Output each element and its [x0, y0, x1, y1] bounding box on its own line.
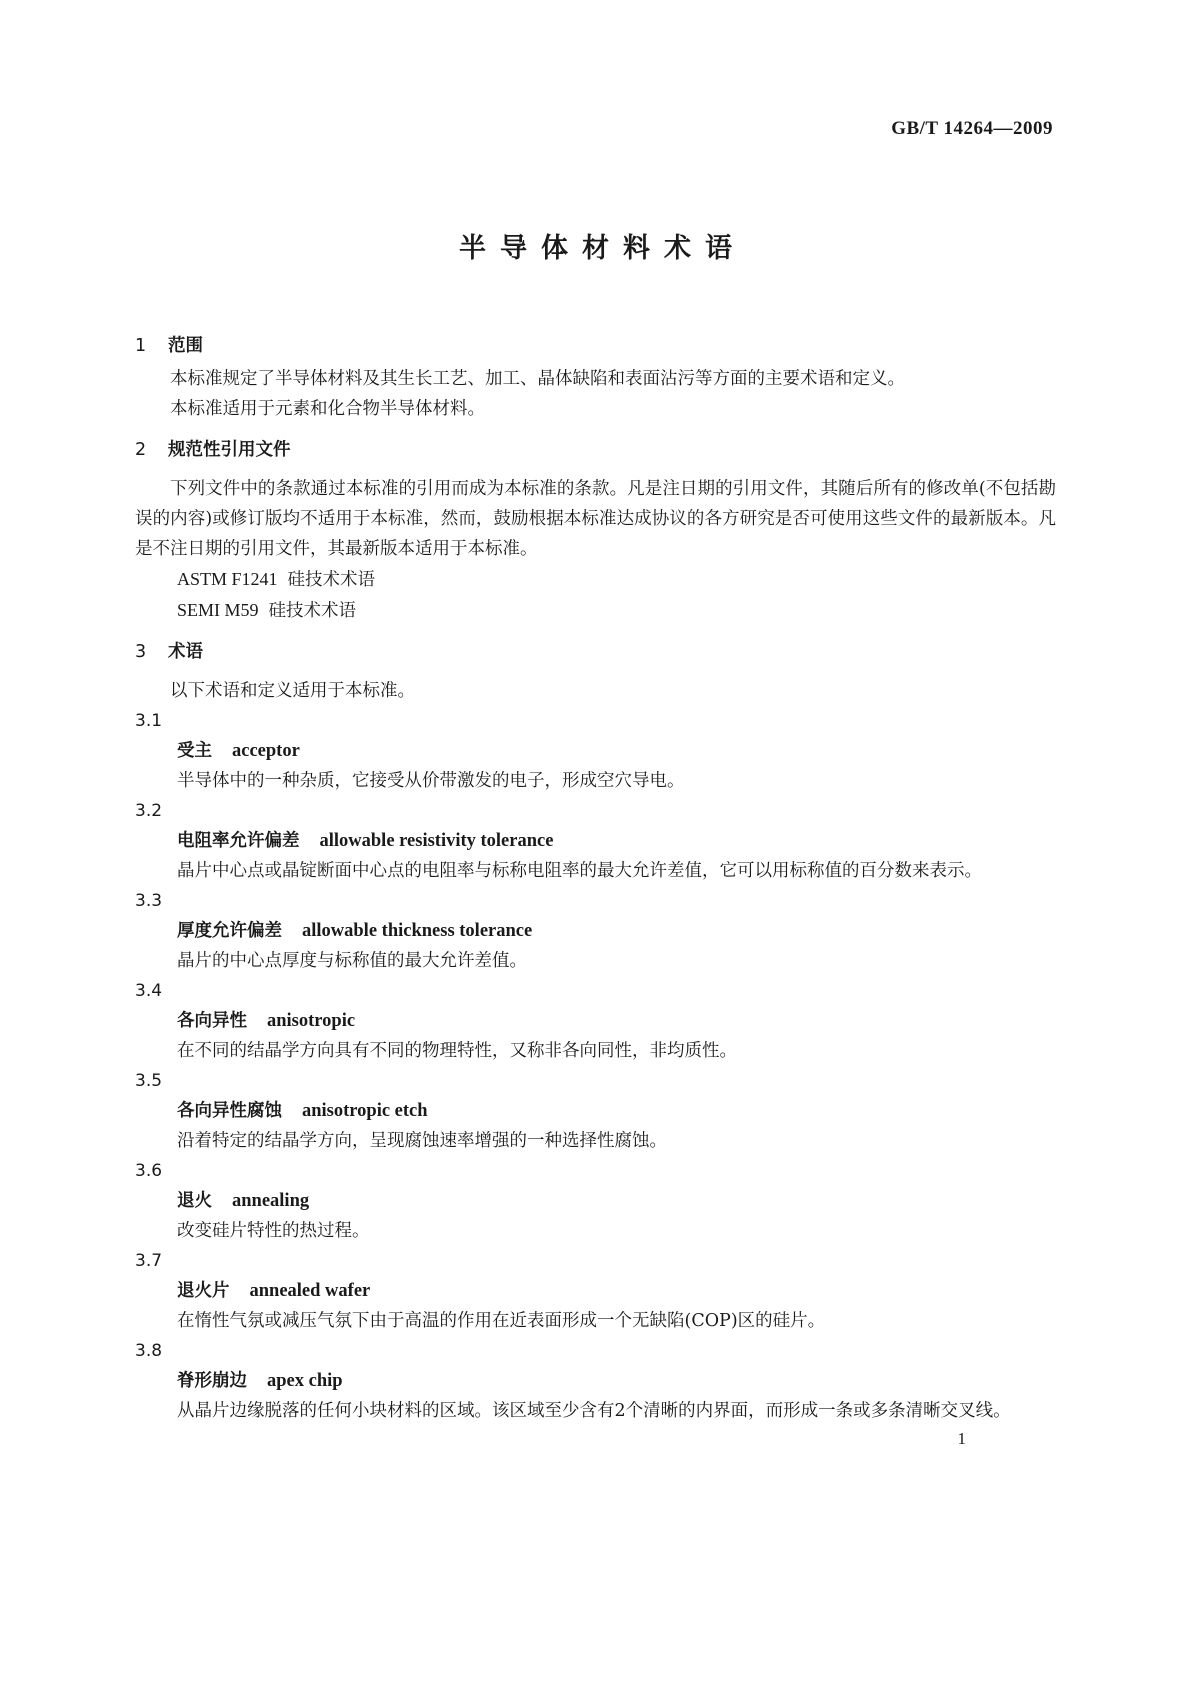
- term-name-cn: 退火: [177, 1191, 212, 1211]
- term-entry: [135, 1066, 1056, 1156]
- term-number: 3.7: [135, 1251, 163, 1271]
- section-title: 范围: [168, 336, 203, 356]
- term-name: [135, 736, 1056, 766]
- term-name-en: allowable resistivity tolerance: [319, 831, 554, 851]
- term-name: [135, 826, 1056, 856]
- term-name-en: anisotropic etch: [302, 1101, 428, 1121]
- term-name: [135, 1096, 1056, 1126]
- term-name-cn: 厚度允许偏差: [177, 921, 282, 941]
- term-definition: 在惰性气氛或减压气氛下由于高温的作用在近表面形成一个无缺陷(COP)区的硅片。: [177, 1311, 826, 1331]
- term-definition: 从晶片边缘脱落的任何小块材料的区域。该区域至少含有2个清晰的内界面，而形成一条或多条清晰交叉线。: [177, 1401, 1011, 1421]
- term-definition: 改变硅片特性的热过程。: [177, 1221, 370, 1241]
- term-name-en: acceptor: [232, 741, 300, 761]
- terms-intro: 以下术语和定义适用于本标准。: [170, 681, 415, 701]
- term-entry: [135, 706, 1056, 796]
- section-scope-heading: [135, 332, 1056, 360]
- term-entry: [135, 886, 1056, 976]
- reference-name: 硅技术术语: [268, 601, 357, 621]
- term-entry: [135, 796, 1056, 886]
- term-number: 3.5: [135, 1071, 163, 1091]
- term-entry: [135, 1246, 1056, 1336]
- term-name-cn: 各向异性: [177, 1011, 247, 1031]
- section-title: 术语: [168, 642, 203, 662]
- document-body: [135, 322, 1056, 1426]
- term-name-en: allowable thickness tolerance: [302, 921, 533, 941]
- term-name: [135, 1186, 1056, 1216]
- term-name: [135, 1276, 1056, 1306]
- term-definition: 在不同的结晶学方向具有不同的物理特性，又称非各向同性，非均质性。: [177, 1041, 737, 1061]
- section-normative-refs-heading: [135, 436, 1056, 464]
- document-title: 半导体材料术语: [459, 233, 746, 264]
- term-number: 3.1: [135, 711, 163, 731]
- term-definition: 沿着特定的结晶学方向，呈现腐蚀速率增强的一种选择性腐蚀。: [177, 1131, 667, 1151]
- reference-code: SEMI M59: [177, 600, 259, 620]
- term-name-en: annealed wafer: [249, 1281, 371, 1301]
- term-name-cn: 电阻率允许偏差: [177, 831, 300, 851]
- standard-code: GB/T 14264—2009: [891, 118, 1053, 139]
- term-name-cn: 受主: [177, 741, 212, 761]
- section-number: 1: [135, 336, 147, 356]
- term-name: [135, 1006, 1056, 1036]
- term-number: 3.4: [135, 981, 163, 1001]
- term-definition: 半导体中的一种杂质，它接受从价带激发的电子，形成空穴导电。: [177, 771, 685, 791]
- term-name-en: apex chip: [267, 1371, 343, 1391]
- scope-paragraph: 本标准适用于元素和化合物半导体材料。: [170, 399, 485, 419]
- reference-item: [135, 564, 1056, 595]
- term-number: 3.2: [135, 801, 163, 821]
- term-name-cn: 各向异性腐蚀: [177, 1101, 282, 1121]
- term-entry: [135, 976, 1056, 1066]
- term-definition: 晶片中心点或晶锭断面中心点的电阻率与标称电阻率的最大允许差值，它可以用标称值的百分数来表示。: [177, 861, 982, 881]
- reference-code: ASTM F1241: [177, 569, 278, 589]
- section-number: 2: [135, 440, 147, 460]
- section-terms-heading: [135, 638, 1056, 666]
- term-entry: [135, 1156, 1056, 1246]
- term-number: 3.6: [135, 1161, 163, 1181]
- term-name-en: annealing: [232, 1191, 310, 1211]
- reference-name: 硅技术术语: [287, 570, 376, 590]
- reference-item: [135, 595, 1056, 626]
- term-number: 3.8: [135, 1341, 163, 1361]
- scope-paragraph: 本标准规定了半导体材料及其生长工艺、加工、晶体缺陷和表面沾污等方面的主要术语和定义。: [170, 369, 905, 389]
- term-name-cn: 脊形崩边: [177, 1371, 247, 1391]
- term-entry: [135, 1336, 1056, 1426]
- term-name: [135, 1366, 1056, 1396]
- page-number: 1: [957, 1429, 966, 1448]
- section-title: 规范性引用文件: [168, 440, 291, 460]
- normative-refs-intro: 下列文件中的条款通过本标准的引用而成为本标准的条款。凡是注日期的引用文件，其随后所有的修改单(不包括勘误的内容)或修订版均不适用于本标准，然而，鼓励根据本标准达成协议的各方研究是否可使用这些文件的最新版本。凡是不注日期的引用文件，其最新版本适用于本标准。: [135, 479, 1056, 559]
- term-name: [135, 916, 1056, 946]
- section-number: 3: [135, 642, 147, 662]
- term-definition: 晶片的中心点厚度与标称值的最大允许差值。: [177, 951, 527, 971]
- term-name-cn: 退火片: [177, 1281, 230, 1301]
- term-number: 3.3: [135, 891, 163, 911]
- term-name-en: anisotropic: [267, 1011, 356, 1031]
